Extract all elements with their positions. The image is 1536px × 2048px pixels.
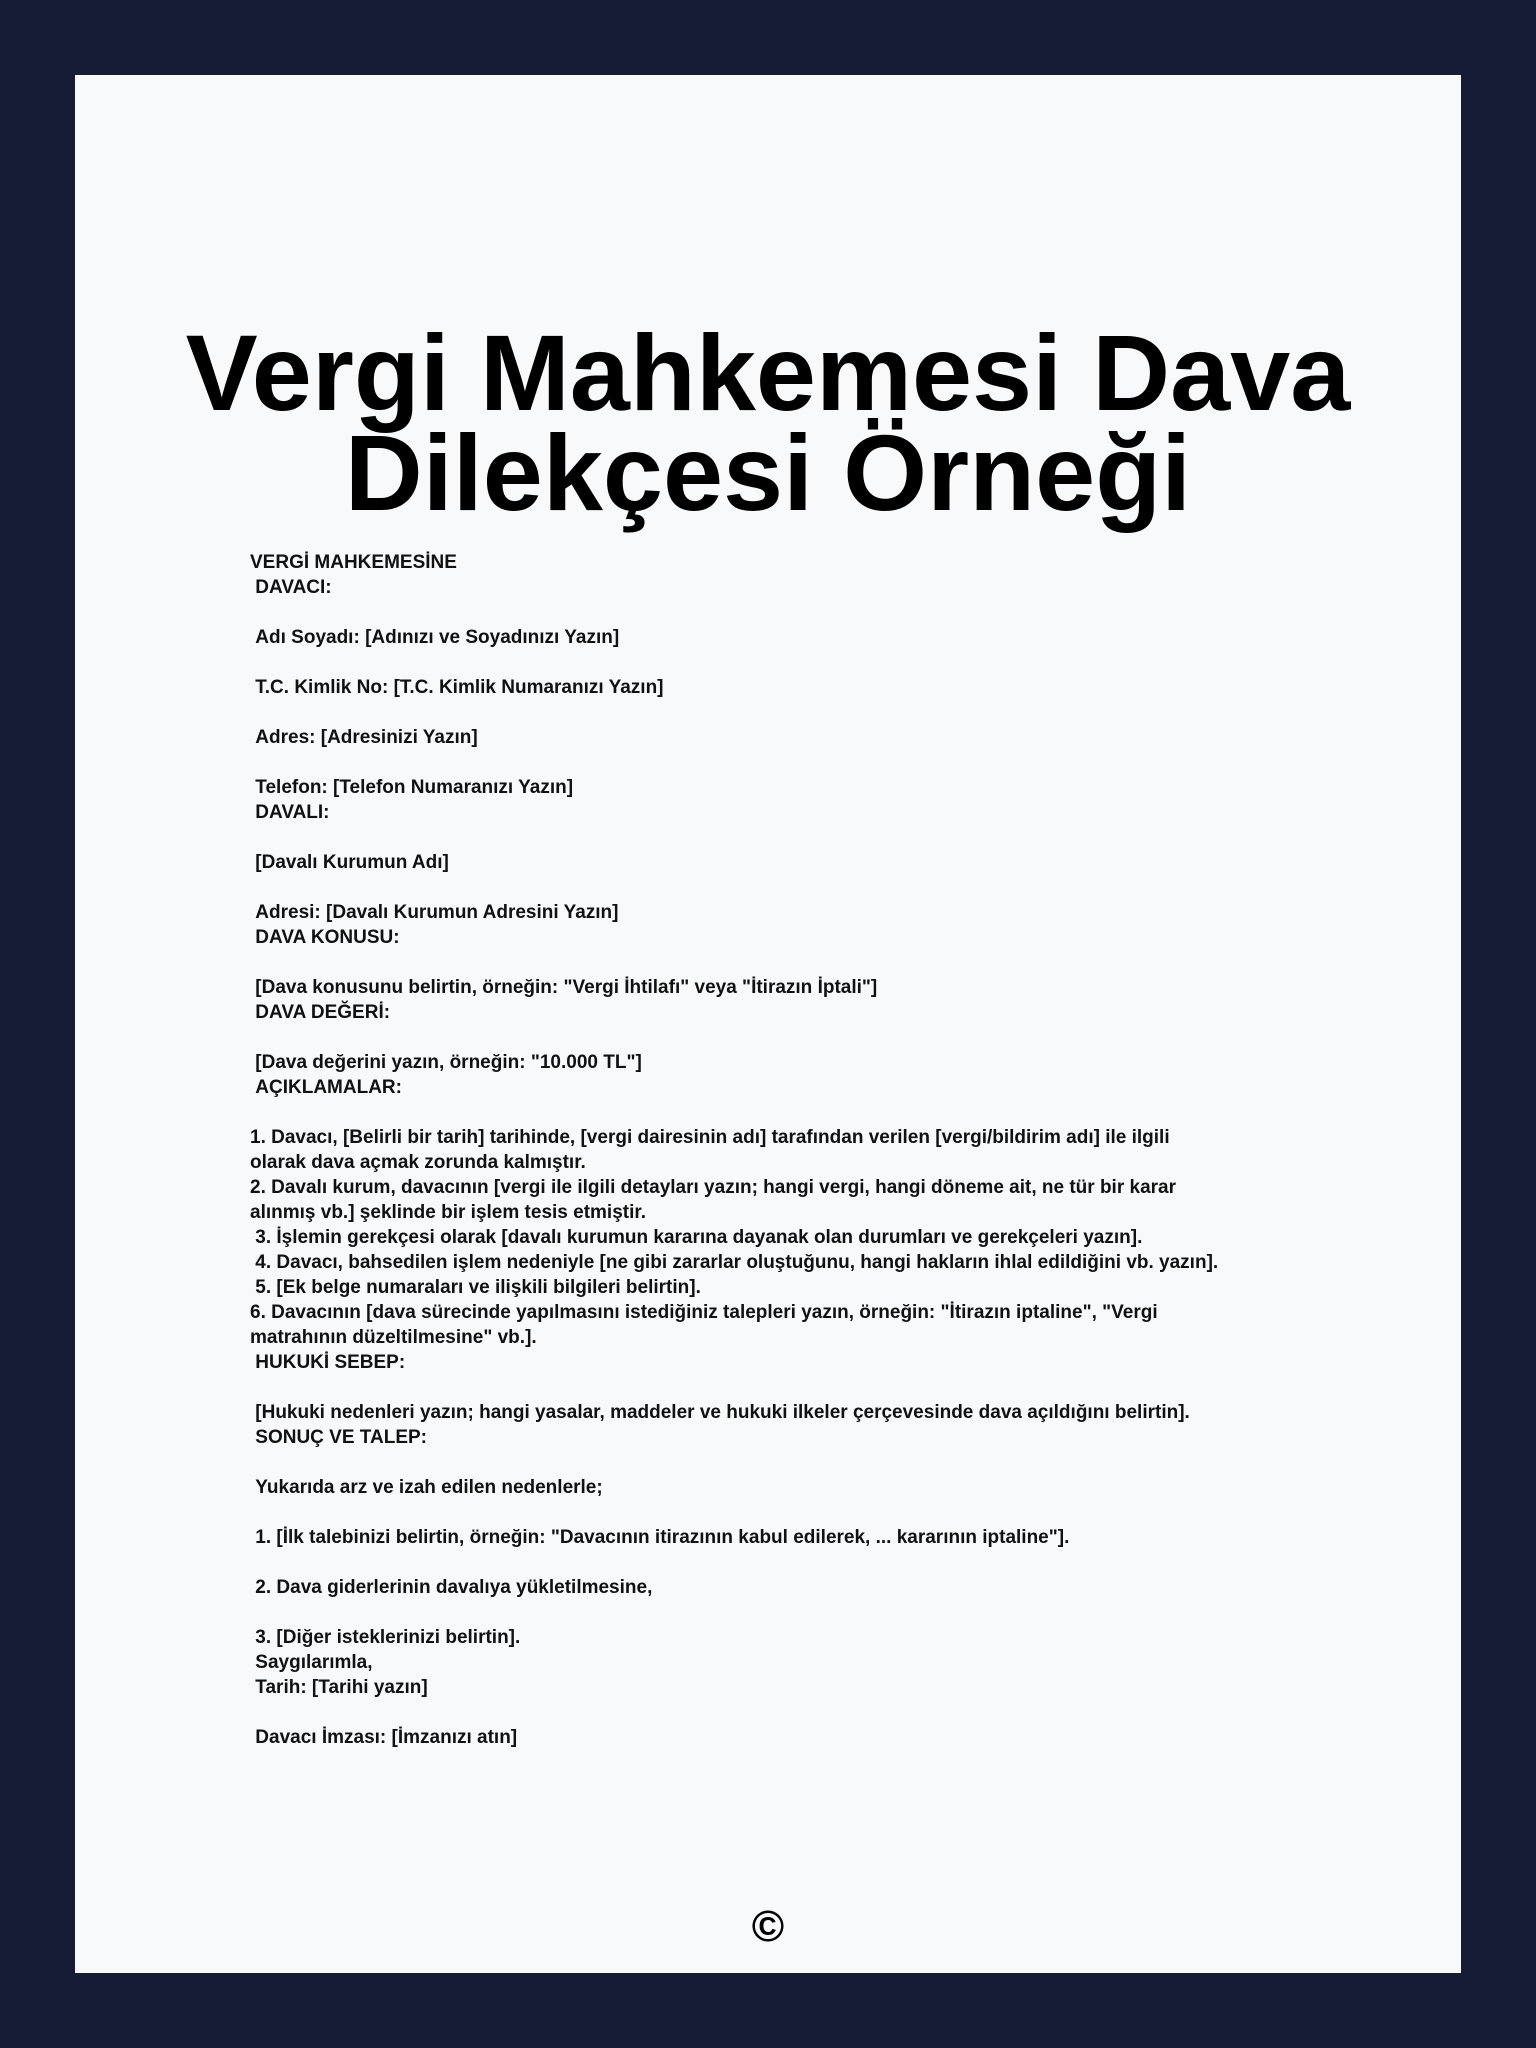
document-line: DAVALI:	[250, 802, 330, 823]
document-line	[250, 1500, 1370, 1525]
document-line: 6. Davacının [dava sürecinde yapılmasını istediğiniz talepleri yazın, örneğin: "İtirazın iptaline", "Vergi	[250, 1302, 1158, 1323]
document-line	[250, 700, 1370, 725]
document-line: HUKUKİ SEBEP:	[250, 1352, 406, 1373]
document-line: 2. Dava giderlerinin davalıya yükletilmesine,	[250, 1577, 653, 1598]
document-line: Yukarıda arz ve izah edilen nedenlerle;	[250, 1477, 603, 1498]
document-line: [Dava konusunu belirtin, örneğin: "Vergi İhtilafı" veya "İtirazın İptali"]	[250, 977, 878, 998]
document-body	[250, 550, 1370, 1750]
document-line: [Davalı Kurumun Adı]	[250, 852, 449, 873]
document-line	[250, 750, 1370, 775]
document-line: Saygılarımla,	[250, 1652, 373, 1673]
document-line	[250, 950, 1370, 975]
document-line: SONUÇ VE TALEP:	[250, 1427, 427, 1448]
document-line	[250, 600, 1370, 625]
document-line: matrahının düzeltilmesine" vb.].	[250, 1327, 537, 1348]
document-title: Vergi Mahkemesi Dava Dilekçesi Örneği	[185, 312, 1351, 533]
document-line: 3. İşlemin gerekçesi olarak [davalı kurumun kararına dayanak olan durumları ve gerekçeleri yazın].	[250, 1227, 1143, 1248]
document-line: VERGİ MAHKEMESİNE	[250, 552, 457, 573]
document-line: alınmış vb.] şeklinde bir işlem tesis etmiştir.	[250, 1202, 646, 1223]
document-line	[250, 1550, 1370, 1575]
document-line: Adres: [Adresinizi Yazın]	[250, 727, 478, 748]
document-line: olarak dava açmak zorunda kalmıştır.	[250, 1152, 586, 1173]
document-line	[250, 1100, 1370, 1125]
document-line	[250, 875, 1370, 900]
document-line: DAVA KONUSU:	[250, 927, 400, 948]
document-line: Adresi: [Davalı Kurumun Adresini Yazın]	[250, 902, 619, 923]
document-line: DAVA DEĞERİ:	[250, 1002, 391, 1023]
document-line: Davacı İmzası: [İmzanızı atın]	[250, 1727, 518, 1748]
document-line	[250, 1700, 1370, 1725]
document-line: Telefon: [Telefon Numaranızı Yazın]	[250, 777, 574, 798]
document-line: 3. [Diğer isteklerinizi belirtin].	[250, 1627, 521, 1648]
copyright-symbol: ©	[751, 1902, 785, 1951]
document-line	[250, 1600, 1370, 1625]
document-line: 5. [Ek belge numaraları ve ilişkili bilgileri belirtin].	[250, 1277, 701, 1298]
document-line: T.C. Kimlik No: [T.C. Kimlik Numaranızı Yazın]	[250, 677, 664, 698]
document-line	[250, 825, 1370, 850]
document-line: AÇIKLAMALAR:	[250, 1077, 402, 1098]
document-line: [Dava değerini yazın, örneğin: "10.000 TL"]	[250, 1052, 642, 1073]
document-line	[250, 1450, 1370, 1475]
document-line: [Hukuki nedenleri yazın; hangi yasalar, maddeler ve hukuki ilkeler çerçevesinde dava açıldığını belirtin].	[250, 1402, 1190, 1423]
document-line	[250, 1025, 1370, 1050]
document-line: DAVACI:	[250, 577, 332, 598]
document-line: 4. Davacı, bahsedilen işlem nedeniyle [ne gibi zararlar oluştuğunu, hangi hakların ihlal edildiğini vb. yazın].	[250, 1252, 1219, 1273]
document-line	[250, 1375, 1370, 1400]
document-line	[250, 650, 1370, 675]
document-page	[75, 75, 1461, 1973]
document-line: 1. [İlk talebinizi belirtin, örneğin: "Davacının itirazının kabul edilerek, ... kararının iptaline"].	[250, 1527, 1070, 1548]
document-line: 1. Davacı, [Belirli bir tarih] tarihinde, [vergi dairesinin adı] tarafından verilen [vergi/bildirim adı] ile ilgili	[250, 1127, 1170, 1148]
document-line: Adı Soyadı: [Adınızı ve Soyadınızı Yazın]	[250, 627, 620, 648]
document-line: 2. Davalı kurum, davacının [vergi ile ilgili detayları yazın; hangi vergi, hangi döneme ait, ne tür bir karar	[250, 1177, 1176, 1198]
document-line: Tarih: [Tarihi yazın]	[250, 1677, 428, 1698]
